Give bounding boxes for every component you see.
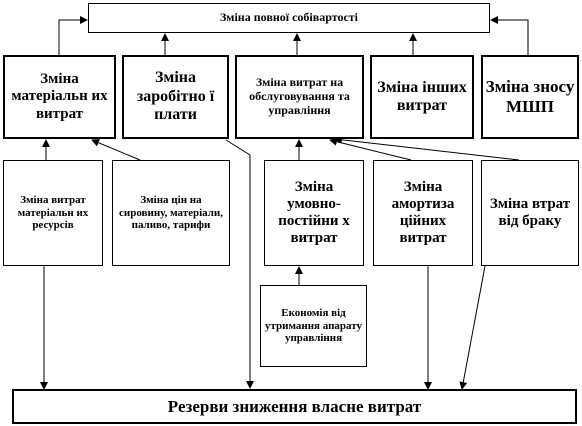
other-costs-change-box — [370, 55, 474, 139]
management-savings-box — [260, 285, 367, 367]
defect-losses-change-box — [481, 160, 579, 266]
price-change-label: Зміна цін на сировину, матеріали, паливо, тарифи — [118, 194, 224, 232]
arrow-materials-to-total — [59, 20, 87, 55]
conditional-fixed-cost-change-box — [264, 160, 364, 266]
total-cost-change-label: Зміна повної собівартості — [219, 10, 359, 25]
total-cost-change-box — [88, 3, 490, 33]
wages-change-label: Зміна заробітно ї плати — [136, 69, 215, 124]
wages-change-box — [122, 55, 229, 139]
management-savings-label: Економія від утримання апарату управління — [264, 307, 363, 345]
materials-cost-change-label: Зміна матеріальн их витрат — [11, 71, 108, 122]
amortization-change-box — [373, 160, 473, 266]
cost-reduction-reserves-box — [12, 389, 577, 424]
arrow-defects-to-reserves — [462, 266, 485, 389]
cost-reduction-reserves-label: Резерви зниження власне витрат — [167, 396, 422, 416]
resources-cost-change-label: Зміна витрат матеріальн их ресурсів — [17, 194, 89, 232]
other-costs-change-label: Зміна інших витрат — [377, 78, 467, 114]
resources-cost-change-box — [3, 160, 103, 266]
overhead-cost-change-label: Зміна витрат на обслуговування та управління — [249, 75, 350, 117]
arrow-prices-to-materials — [92, 140, 140, 160]
conditional-fixed-cost-change-label: Зміна умовно-постійни х витрат — [278, 178, 350, 247]
price-change-box — [112, 160, 230, 266]
arrow-defects-to-overhead — [335, 139, 519, 160]
defect-losses-change-label: Зміна втрат від браку — [489, 195, 571, 229]
arrow-wear-to-total — [491, 20, 528, 55]
overhead-cost-change-box — [235, 55, 364, 139]
wear-change-box — [481, 55, 579, 139]
wear-change-label: Зміна зносу МШП — [485, 77, 575, 116]
materials-cost-change-box — [3, 55, 116, 139]
amortization-change-label: Зміна амортиза ційних витрат — [391, 178, 455, 247]
